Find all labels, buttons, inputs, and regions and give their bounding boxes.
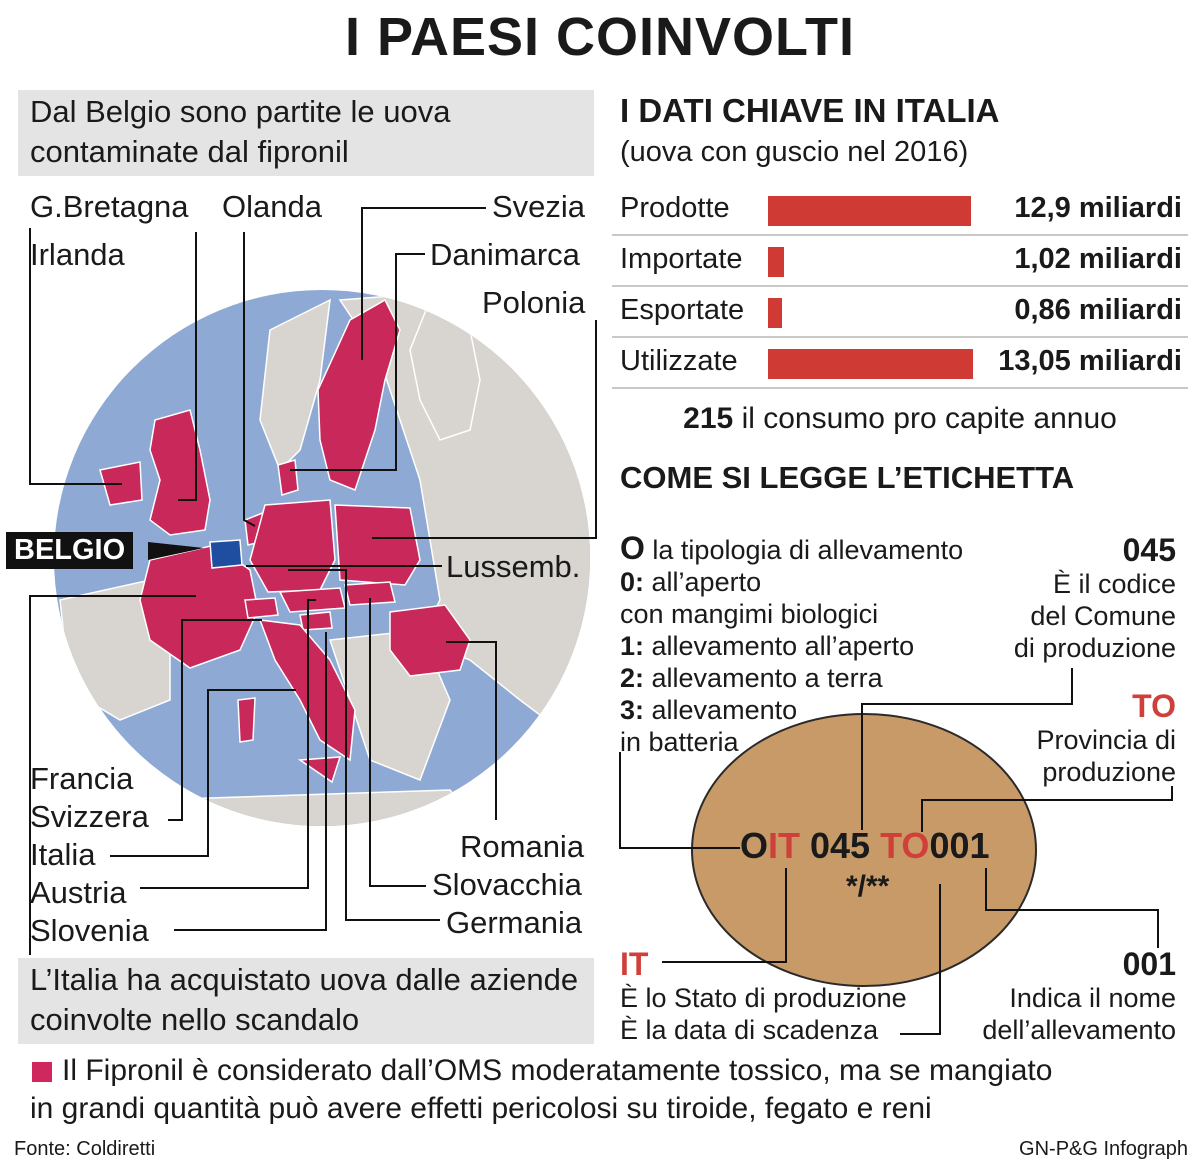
label-gbretagna: G.Bretagna xyxy=(30,189,189,224)
footer-legend-2 xyxy=(30,1090,932,1128)
farm-code: 001 xyxy=(1122,946,1176,982)
egg-code-comune: 045 xyxy=(800,825,881,866)
map-bottom-note xyxy=(18,958,594,1044)
row-bar xyxy=(768,247,784,277)
type-text: allevamento xyxy=(651,695,798,725)
type-text: all’aperto xyxy=(651,567,762,597)
type-code: 3: xyxy=(620,695,645,725)
type-code: 1: xyxy=(620,631,645,661)
type-text: in batteria xyxy=(620,727,739,757)
label-francia: Francia xyxy=(30,761,134,796)
egg-code-o: O xyxy=(740,825,769,866)
label-italia: Italia xyxy=(30,837,96,872)
label-austria: Austria xyxy=(30,875,127,910)
map-top-note-text: Dal Belgio sono partite le uova contaminate dal fipronil xyxy=(30,94,451,169)
it-desc-expiry: È la data di scadenza xyxy=(620,1015,879,1045)
province-desc-line: produzione xyxy=(1042,757,1176,787)
label-guide-title: COME SI LEGGE L’ETICHETTA xyxy=(620,460,1075,495)
map-germania xyxy=(250,500,335,592)
type-item xyxy=(620,598,1000,630)
type-code: 2: xyxy=(620,663,645,693)
map-belgio xyxy=(210,540,242,568)
map-bottom-note-text: L’Italia ha acquistato uova dalle aziende coinvolte nello scandalo xyxy=(30,962,579,1037)
row-value: 12,9 miliardi xyxy=(1014,192,1182,224)
label-slovacchia: Slovacchia xyxy=(432,867,582,902)
label-svizzera: Svizzera xyxy=(30,799,149,834)
egg-code-farm: 001 xyxy=(929,825,990,866)
map-sardegna xyxy=(238,698,255,742)
it-code: IT xyxy=(620,946,649,982)
label-irlanda: Irlanda xyxy=(30,237,125,272)
key-data-subtitle: (uova con guscio nel 2016) xyxy=(620,136,969,168)
data-row xyxy=(612,186,1188,236)
row-label: Importate xyxy=(620,243,743,275)
o-letter: O xyxy=(620,530,645,566)
legend-square xyxy=(32,1062,52,1082)
farm-desc-line: dell’allevamento xyxy=(982,1015,1176,1045)
map-danimarca xyxy=(278,460,298,495)
type-text: allevamento all’aperto xyxy=(651,631,915,661)
it-desc-state: È lo Stato di produzione xyxy=(620,983,907,1013)
egg-stars: */** xyxy=(846,870,890,903)
type-text: allevamento a terra xyxy=(651,663,883,693)
row-label: Esportate xyxy=(620,294,745,326)
label-romania: Romania xyxy=(460,829,585,864)
o-header xyxy=(620,532,1000,566)
data-row xyxy=(612,237,1188,287)
farm-desc-line: Indica il nome xyxy=(1009,983,1176,1013)
it-explanation xyxy=(620,946,907,1046)
o-description: la tipologia di allevamento xyxy=(652,535,964,565)
egg-code-to: TO xyxy=(880,825,930,866)
row-bar xyxy=(768,196,971,226)
map-land-africa xyxy=(150,790,480,840)
key-data-title: I DATI CHIAVE IN ITALIA xyxy=(620,92,1000,129)
data-row xyxy=(612,339,1188,389)
footer-legend xyxy=(62,1052,1052,1090)
type-item xyxy=(620,630,1000,662)
comune-desc-line: di produzione xyxy=(1013,633,1176,663)
source-note: Fonte: Coldiretti xyxy=(14,1138,156,1160)
type-item xyxy=(620,566,1000,598)
consumption-number: 215 xyxy=(683,402,734,435)
label-belgio: BELGIO xyxy=(6,532,133,569)
legend-text-line: Il Fipronil è considerato dall’OMS moderatamente tossico, ma se mangiato xyxy=(62,1054,1053,1087)
label-slovenia: Slovenia xyxy=(30,913,149,948)
label-lussemb: Lussemb. xyxy=(446,549,581,584)
page-title: I PAESI COINVOLTI xyxy=(344,7,856,67)
comune-desc-line: del Comune xyxy=(1030,601,1176,631)
map-slovenia xyxy=(300,612,332,630)
legend-text-line: in grandi quantità può avere effetti pericolosi su tiroide, fegato e reni xyxy=(30,1092,932,1125)
province-desc-line: Provincia di xyxy=(1036,725,1176,755)
comune-explanation xyxy=(1014,532,1176,664)
label-germania: Germania xyxy=(446,905,583,940)
label-danimarca: Danimarca xyxy=(430,237,580,272)
map-top-note xyxy=(18,90,594,176)
row-value: 13,05 miliardi xyxy=(998,345,1182,377)
egg-code-it: IT xyxy=(768,825,801,866)
row-label: Utilizzate xyxy=(620,345,738,377)
consumption-text: il consumo pro capite annuo xyxy=(741,402,1117,435)
type-code: 0: xyxy=(620,567,645,597)
data-row xyxy=(612,288,1188,338)
farm-explanation xyxy=(982,946,1176,1046)
label-olanda: Olanda xyxy=(222,189,322,224)
row-bar xyxy=(768,298,782,328)
label-polonia: Polonia xyxy=(482,285,586,320)
map-svizzera xyxy=(245,598,278,618)
map-polonia xyxy=(335,505,420,585)
consumption-line xyxy=(620,402,1180,436)
row-value: 0,86 miliardi xyxy=(1014,294,1182,326)
comune-code: 045 xyxy=(1122,532,1176,568)
row-label: Prodotte xyxy=(620,192,730,224)
credit-note: GN-P&G Infograph xyxy=(1019,1138,1188,1160)
row-bar xyxy=(768,349,973,379)
province-code: TO xyxy=(1132,688,1176,724)
comune-desc-line: È il codice xyxy=(1052,569,1176,599)
type-text: con mangimi biologici xyxy=(620,599,879,629)
label-svezia: Svezia xyxy=(492,189,586,224)
egg-code xyxy=(740,824,990,868)
row-value: 1,02 miliardi xyxy=(1014,243,1182,275)
